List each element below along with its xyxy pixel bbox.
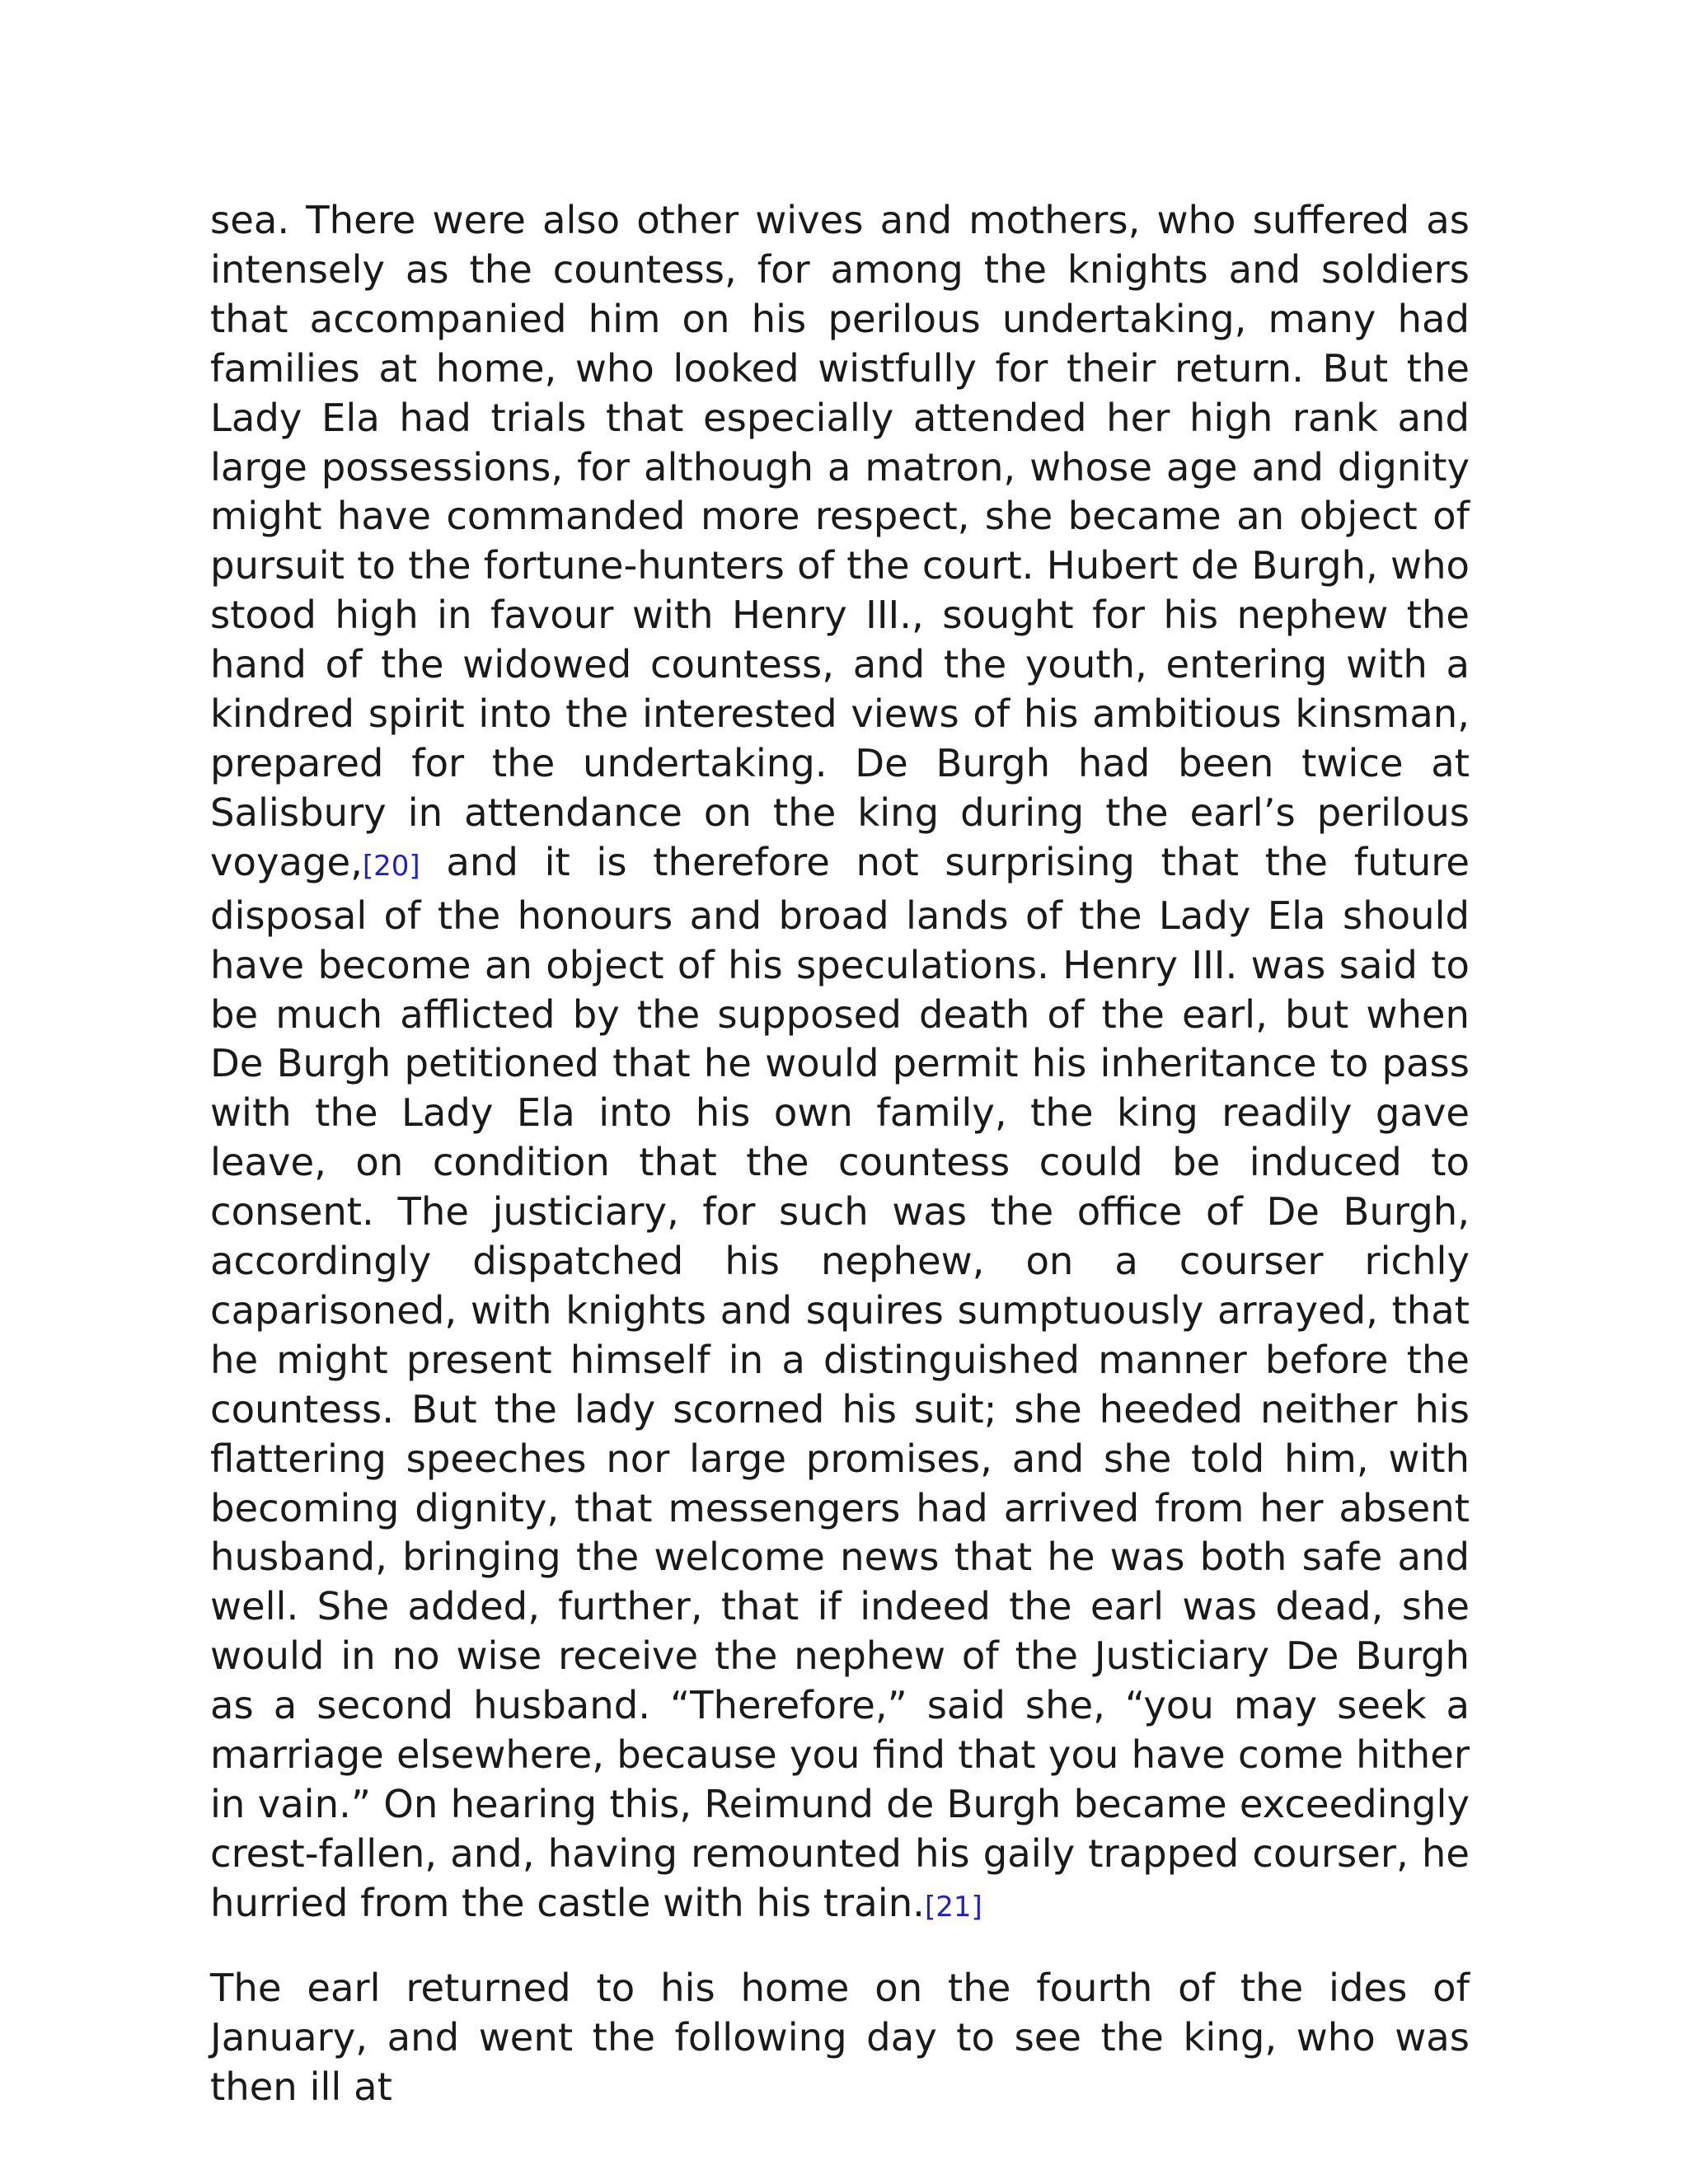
paragraph-text: sea. There were also other wives and mothers, who suffered as intensely as the countess, for among the knights and soldiers that accompanied him on his perilous undertaking, many had families at home, who looked wistfully for their return. But the Lady Ela had trials that especially attended her high rank and large possessions, for although a matron, whose age and dignity might have commanded more respect, she became an object of pursuit to the fortune-hunters of the court. Hubert de Burgh, who stood high in favour with Henry III., sought for his nephew the hand of the widowed countess, and the youth, entering with a kindred spirit into the interested views of his ambitious kinsman, prepared for the undertaking. De Burgh had been twice at Salisbury in attendance on the king during the earl’s perilous voyage, xyxy=(210,198,1470,884)
footnote-link[interactable]: [21] xyxy=(924,1890,982,1924)
paragraph-text: and it is therefore not surprising that the future disposal of the honours and broad lands of the Lady Ela should have become an object of his speculations. Henry III. was said to be much afflicted by the supposed death of the earl, but when De Burgh petitioned that he would permit his inheritance to pass with the Lady Ela into his own family, the king readily gave leave, on condition that the countess could be induced to consent. The justiciary, for such was the office of De Burgh, accordingly dispatched his nephew, on a courser richly caparisoned, with knights and squires sumptuously arrayed, that he might present himself in a distinguished manner before the countess. But the lady scorned his suit; she heeded neither his flattering speeches nor large promises, and she told him, with becoming dignity, that messengers had arrived from her absent husband, bringing the welcome news that he was both safe and well. She added, further, that if indeed the earl was dead, she would in no wise receive the nephew of the Justiciary De Burgh as a second husband. “Therefore,” said she, “you may seek a marriage elsewhere, because you find that you have come hither in vain.” On hearing this, Reimund de Burgh became exceedingly crest-fallen, and, having remounted his gaily trapped courser, he hurried from the castle with his train. xyxy=(210,839,1470,1925)
paragraph-text: The earl returned to his home on the fourth of the ides of January, and went the following day to see the king, who was then ill at xyxy=(210,1965,1470,2109)
paragraph xyxy=(210,196,1470,1933)
paragraph xyxy=(210,1964,1470,2112)
footnote-link[interactable]: [20] xyxy=(362,849,420,883)
document-page xyxy=(210,196,1470,2111)
